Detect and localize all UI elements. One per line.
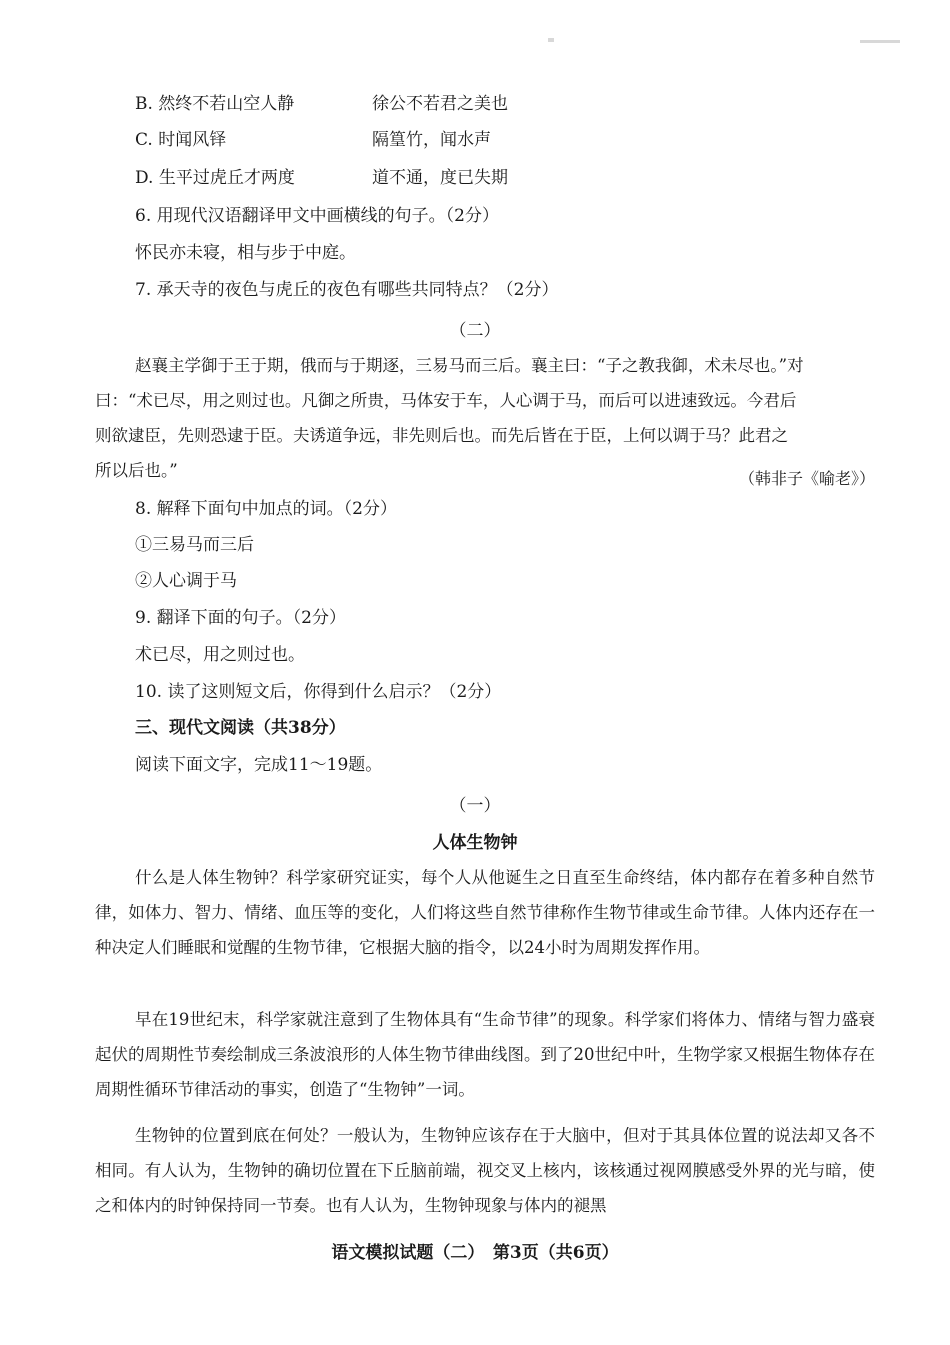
question-9-prompt: 9. 翻译下面的句子。（2分） — [135, 608, 346, 628]
option-b-right: 徐公不若君之美也 — [372, 94, 508, 114]
page-footer: 语文模拟试题（二） 第3页（共6页） — [331, 1243, 619, 1263]
section-two-label: （二） — [449, 321, 501, 341]
passage-two-line-2: 曰：“术已尽，用之则过也。凡御之所贵，马体安于车，人心调于马，而后可以进速致远。今君后 — [95, 391, 797, 410]
part-three-heading: 三、现代文阅读（共38分） — [135, 718, 346, 738]
option-c-right: 隔篁竹，闻水声 — [372, 130, 491, 150]
question-6-sentence: 怀民亦未寝，相与步于中庭。 — [135, 243, 356, 263]
part-three-instruction: 阅读下面文字，完成11～19题。 — [135, 755, 383, 775]
scan-speck — [860, 40, 900, 43]
article-title: 人体生物钟 — [432, 833, 518, 853]
question-8-item-2: ②人心调于马 — [135, 571, 237, 591]
question-8-item-1: ①三易马而三后 — [135, 535, 254, 555]
passage-two-line-3: 则欲逮臣，先则恐逮于臣。夫诱道争远，非先则后也。而先后皆在于臣，上何以调于马？此君之 — [95, 426, 788, 445]
passage-two-line-4: 所以后也。” — [95, 461, 178, 480]
option-d-right: 道不通，度已失期 — [372, 168, 508, 188]
question-9-sentence: 术已尽，用之则过也。 — [135, 645, 305, 665]
article-paragraph-2: 早在19世纪末，科学家就注意到了生物体具有“生命节律”的现象。科学家们将体力、情绪与智力盛衰起伏的周期性节奏绘制成三条波浪形的人体生物节律曲线图。到了20世纪中叶，生物学家又根据生物体存在周期性循环节律活动的事实，创造了“生物钟”一词。 — [95, 1010, 875, 1099]
section-one-label: （一） — [449, 796, 501, 816]
passage-two-source: （韩非子《喻老》） — [738, 469, 875, 488]
article-paragraph-3: 生物钟的位置到底在何处？一般认为，生物钟应该存在于大脑中，但对于其具体位置的说法却又各不相同。有人认为，生物钟的确切位置在下丘脑前端，视交叉上核内，该核通过视网膜感受外界的光与暗，使之和体内的时钟保持同一节奏。也有人认为，生物钟现象与体内的褪黑 — [95, 1126, 875, 1215]
passage-two-line-1: 赵襄主学御于王于期，俄而与于期逐，三易马而三后。襄主曰：“子之教我御，术未尽也。”对 — [135, 356, 804, 375]
question-8-prompt: 8. 解释下面句中加点的词。（2分） — [135, 499, 397, 519]
option-b-left: B. 然终不若山空人静 — [135, 94, 295, 114]
question-10-prompt: 10. 读了这则短文后，你得到什么启示？（2分） — [135, 682, 502, 702]
article-paragraph-1: 什么是人体生物钟？科学家研究证实，每个人从他诞生之日直至生命终结，体内都存在着多种自然节律，如体力、智力、情绪、血压等的变化，人们将这些自然节律称作生物节律或生命节律。人体内还存在一种决定人们睡眠和觉醒的生物节律，它根据大脑的指令，以24小时为周期发挥作用。 — [95, 868, 875, 957]
question-6-prompt: 6. 用现代汉语翻译甲文中画横线的句子。（2分） — [135, 206, 499, 226]
question-7-prompt: 7. 承天寺的夜色与虎丘的夜色有哪些共同特点？（2分） — [135, 280, 559, 300]
scan-speck — [548, 38, 554, 42]
option-c-left: C. 时闻风铎 — [135, 130, 227, 150]
option-d-left: D. 生平过虎丘才两度 — [135, 168, 295, 188]
